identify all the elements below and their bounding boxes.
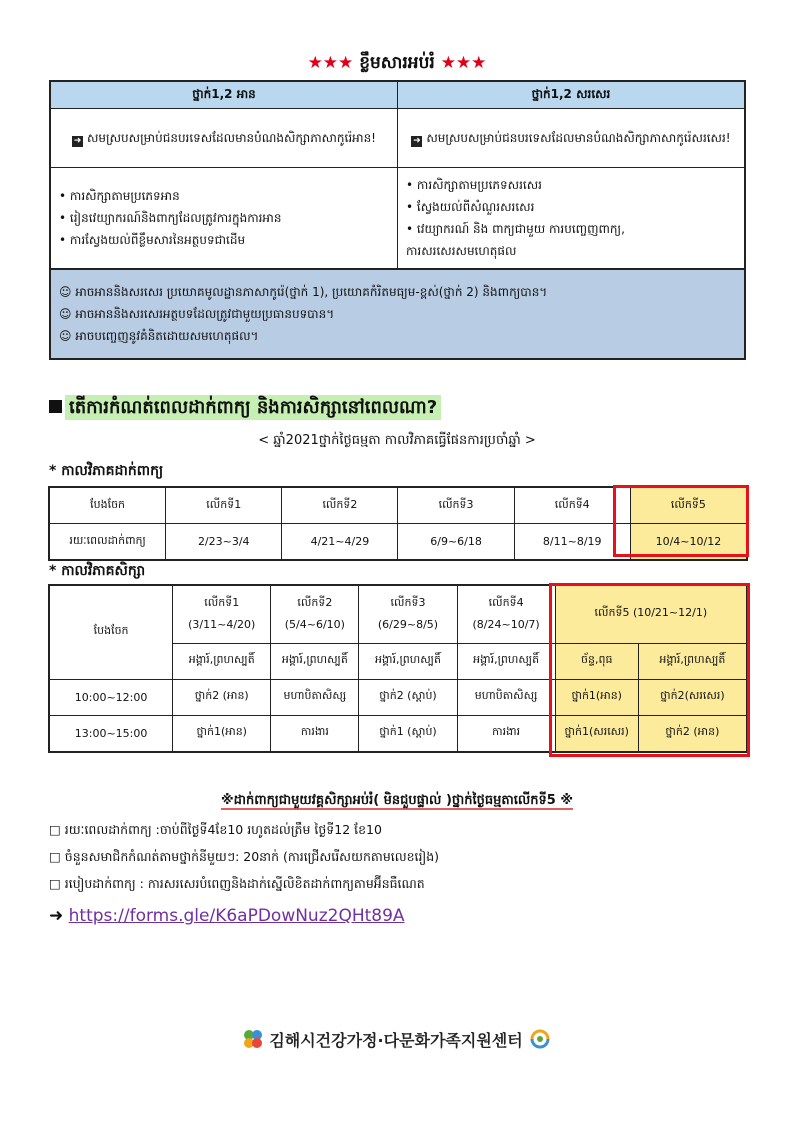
arrow-right-icon: ➜	[49, 906, 64, 926]
round-header	[359, 585, 457, 643]
list-item: • រៀនវេយ្យាករណ៍និងពាក្យដែលត្រូវការក្នុងការអាន	[59, 211, 282, 225]
round-header	[271, 585, 359, 643]
round-name: លើកទី4	[488, 596, 524, 610]
arrow-box-icon: ➜	[413, 136, 421, 146]
result-item: ☺ អាចបញ្ចេញនូវគំនិតដោយសមហេតុផល។	[59, 329, 259, 343]
notice-item: □ រយៈពេលដាក់ពាក្យ :ចាប់ពីថ្ងៃទី4ខែ10 រហូតដល់ត្រឹម ថ្ងៃទី12 ខែ10	[49, 822, 382, 837]
day-cell: អង្គារ៍,ព្រហស្បតិ៍	[457, 643, 555, 679]
round-header-highlighted: លើកទី5	[630, 487, 747, 524]
page-title: ខ្លឹមសារអប់រំ	[359, 53, 435, 73]
class-cell: ការងារ	[457, 715, 555, 752]
schedule-section-title	[49, 395, 441, 422]
round-header: លើកទី3	[398, 487, 514, 524]
learning-results	[50, 269, 745, 359]
round-dates: (6/29~8/5)	[377, 618, 439, 632]
round-dates: (8/24~10/7)	[472, 618, 540, 632]
period-cell-highlighted: 10/4~10/12	[630, 524, 747, 561]
list-item: • ស្វែងយល់ពីសំណួរសរសេរ	[406, 200, 535, 214]
list-item: ការសរសេរសមហេតុផល	[406, 244, 517, 258]
round-dates: (5/4~6/10)	[284, 618, 345, 632]
period-cell: 4/21~4/29	[282, 524, 398, 561]
family-logo-icon	[528, 1028, 552, 1050]
application-form-link[interactable]: https://forms.gle/K6aPDowNuz2QHt89A	[68, 906, 405, 926]
round-header	[173, 585, 271, 643]
result-item: ☺ អាចអាននិងសរសេរអត្ថបទដែលត្រូវជាមួយប្រធានបទបាន។	[59, 307, 335, 321]
writing-course-points	[398, 168, 746, 270]
class-cell: ថ្នាក់2 (អាន)	[173, 679, 271, 715]
organization-name: 김해시건강가정·다문화가족지원센터	[269, 1031, 523, 1050]
day-cell-highlighted: ច័ន្ទ,ពុធ	[555, 643, 638, 679]
list-item: • វេយ្យាករណ៍ និង ពាក្យជាមួយ ការបញ្ចេញពាក្យ,	[406, 222, 625, 236]
notice-item: □ ចំនួនសមាជិកកំណត់តាមថ្នាក់នីមួយៗ: 20នាក់ (ការជ្រើសរើសយកតាមលេខរៀង)	[49, 849, 440, 864]
list-item: • ការស្វែងយល់ពីខ្លឹមសារនៃអត្ថបទជាដើម	[59, 233, 246, 247]
class-cell-highlighted: ថ្នាក់2 (អាន)	[638, 715, 747, 752]
stars-right-icon: ★★★	[440, 53, 487, 73]
round-name: លើកទី1	[204, 596, 240, 610]
round-name: លើកទី2	[297, 596, 333, 610]
round-header: លើកទី2	[282, 487, 398, 524]
class-cell: ថ្នាក់2 (ស្តាប់)	[359, 679, 457, 715]
writing-intro-text: សមស្របសម្រាប់ជនបរទេសដែលមានបំណងសិក្សាភាសាកូរ៉េសរសេរ!	[426, 131, 731, 145]
arrow-box-icon: ➜	[73, 136, 82, 146]
class-cell-highlighted: ថ្នាក់1(សរសេរ)	[555, 715, 638, 752]
application-schedule-label: * កាលវិភាគដាក់ពាក្យ	[49, 463, 164, 479]
notice-item: □ របៀបដាក់ពាក្យ : ការសរសេរបំពេញនិងដាក់ស្នើលិខិតដាក់ពាក្យតាមអ៊ីនធឺណេត	[49, 876, 425, 891]
application-notice-title	[0, 792, 794, 811]
round-dates: (3/11~4/20)	[188, 618, 256, 632]
round-header-highlighted: លើកទី5 (10/21~12/1)	[555, 585, 747, 643]
reading-course-title: ថ្នាក់1,2 អាន	[50, 81, 398, 109]
row-head: បែងចែក	[49, 585, 173, 679]
class-cell: ថ្នាក់1(អាន)	[173, 715, 271, 752]
notice-title-text: ※ដាក់ពាក្យជាមួយវគ្គសិក្សាអប់រំ( មិនជួបផ្ទាល់ )ថ្នាក់ថ្ងៃធម្មតាលើកទី5 ※	[220, 793, 574, 808]
footer	[0, 1028, 794, 1051]
reading-course-intro	[50, 109, 398, 168]
period-cell: 6/9~6/18	[398, 524, 514, 561]
reading-intro-text: សមស្របសម្រាប់ជនបរទេសដែលមានបំណងសិក្សាភាសាកូរ៉េអាន!	[87, 131, 376, 145]
period-cell: 8/11~8/19	[514, 524, 630, 561]
class-cell-highlighted: ថ្នាក់1(អាន)	[555, 679, 638, 715]
class-cell-highlighted: ថ្នាក់2(សរសេរ)	[638, 679, 747, 715]
round-header	[457, 585, 555, 643]
class-cell: មហាបិតាសិស្ស	[457, 679, 555, 715]
schedule-subtitle: < ឆ្នាំ2021ថ្នាក់ថ្ងៃធម្មតា កាលវិភាគធ្វើផែនការប្រចាំឆ្នាំ >	[258, 433, 536, 448]
time-cell: 10:00~12:00	[49, 679, 173, 715]
writing-course-title: ថ្នាក់1,2 សរសេរ	[398, 81, 746, 109]
square-bullet-icon	[49, 400, 62, 413]
day-cell-highlighted: អង្គារ៍,ព្រហស្បតិ៍	[638, 643, 747, 679]
day-cell: អង្គារ៍,ព្រហស្បតិ៍	[359, 643, 457, 679]
period-cell: 2/23~3/4	[166, 524, 282, 561]
reading-course-points	[50, 168, 398, 270]
application-link-row	[49, 906, 405, 926]
application-schedule-table	[48, 486, 748, 561]
day-cell: អង្គារ៍,ព្រហស្បតិ៍	[271, 643, 359, 679]
row-head: រយៈពេលដាក់ពាក្យ	[49, 524, 166, 561]
page-header	[0, 52, 794, 77]
class-cell: ការងារ	[271, 715, 359, 752]
class-cell: ថ្នាក់1 (ស្តាប់)	[359, 715, 457, 752]
list-item: • ការសិក្សាតាមប្រភេទសរសេរ	[406, 178, 542, 192]
class-cell: មហាបិតាសិស្ស	[271, 679, 359, 715]
round-header: លើកទី1	[166, 487, 282, 524]
time-cell: 13:00~15:00	[49, 715, 173, 752]
study-schedule-label: * កាលវិភាគសិក្សា	[49, 563, 146, 579]
day-cell: អង្គារ៍,ព្រហស្បតិ៍	[173, 643, 271, 679]
round-header: លើកទី4	[514, 487, 630, 524]
pinwheel-logo-icon	[242, 1028, 264, 1050]
row-head: បែងចែក	[49, 487, 166, 524]
study-schedule-table	[48, 584, 748, 753]
list-item: • ការសិក្សាតាមប្រភេទអាន	[59, 189, 180, 203]
stars-left-icon: ★★★	[307, 53, 354, 73]
course-content-table	[49, 80, 746, 360]
section-title-text: តើការកំណត់ពេលដាក់ពាក្យ និងការសិក្សានៅពេលណា?	[65, 395, 441, 420]
writing-course-intro	[398, 109, 746, 168]
result-item: ☺ អាចអាននិងសរសេរ ប្រយោគមូលដ្ឋានភាសាកូរ៉េ(ថ្នាក់ 1), ប្រយោគកំរិតមធ្យម-ខ្ពស់(ថ្នាក់ 2) និងពាក្យបាន។	[59, 285, 548, 299]
round-name: លើកទី3	[390, 596, 426, 610]
